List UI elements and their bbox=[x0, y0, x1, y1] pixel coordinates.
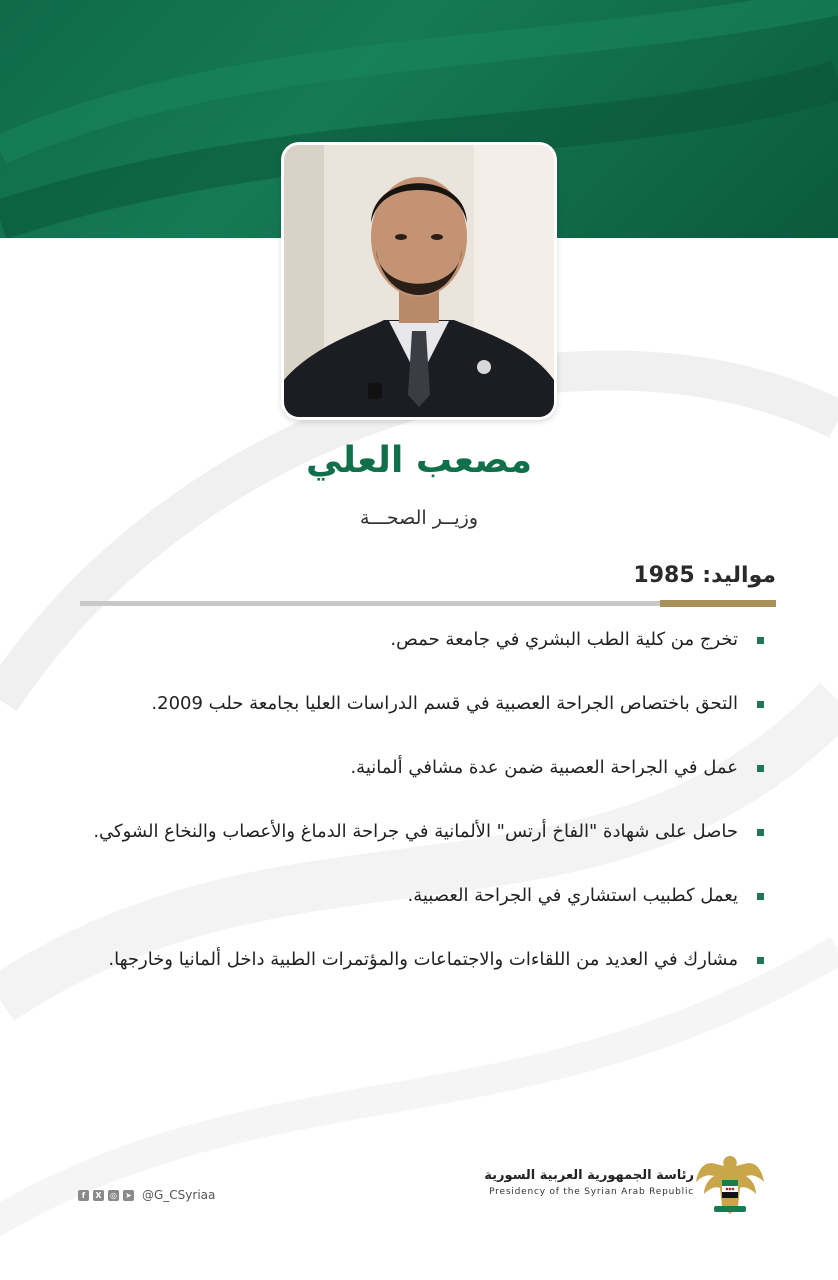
bio-item: مشارك في العديد من اللقاءات والاجتماعات والمؤتمرات الطبية داخل ألمانيا وخارجها. bbox=[74, 945, 764, 975]
telegram-icon[interactable]: ➤ bbox=[123, 1190, 134, 1201]
presidency-caption bbox=[484, 1168, 694, 1197]
bullet-square-icon bbox=[757, 893, 764, 900]
syrian-eagle-emblem-icon bbox=[694, 1150, 766, 1218]
bio-item: التحق باختصاص الجراحة العصبية في قسم الدراسات العليا بجامعة حلب 2009. bbox=[74, 689, 764, 719]
person-role: وزيــر الصحـــة bbox=[360, 507, 478, 529]
person-name: مصعب العلي bbox=[305, 440, 533, 481]
facebook-icon[interactable]: f bbox=[78, 1190, 89, 1201]
bio-item: حاصل على شهادة "الفاخ أرتس" الألمانية في جراحة الدماغ والأعصاب والنخاع الشوكي. bbox=[74, 817, 764, 847]
portrait-photo bbox=[281, 142, 557, 420]
bullet-square-icon bbox=[757, 765, 764, 772]
bullet-square-icon bbox=[757, 637, 764, 644]
bio-item: تخرج من كلية الطب البشري في جامعة حمص. bbox=[74, 625, 764, 655]
social-handle[interactable]: @G_CSyriaa bbox=[142, 1188, 216, 1202]
bullet-square-icon bbox=[757, 829, 764, 836]
bio-list bbox=[74, 625, 764, 1009]
presidency-english: Presidency of the Syrian Arab Republic bbox=[489, 1187, 694, 1197]
bio-item: عمل في الجراحة العصبية ضمن عدة مشافي ألمانية. bbox=[74, 753, 764, 783]
bullet-square-icon bbox=[757, 957, 764, 964]
presidency-arabic: رئاسة الجمهورية العربية السورية bbox=[484, 1168, 694, 1183]
social-links bbox=[78, 1188, 215, 1202]
x-icon[interactable]: X bbox=[93, 1190, 104, 1201]
divider-line bbox=[80, 601, 660, 606]
bio-item: يعمل كطبيب استشاري في الجراحة العصبية. bbox=[74, 881, 764, 911]
birth-year: مواليد: 1985 bbox=[633, 563, 776, 588]
bullet-square-icon bbox=[757, 701, 764, 708]
divider-accent bbox=[660, 600, 776, 607]
instagram-icon[interactable]: ◎ bbox=[108, 1190, 119, 1201]
